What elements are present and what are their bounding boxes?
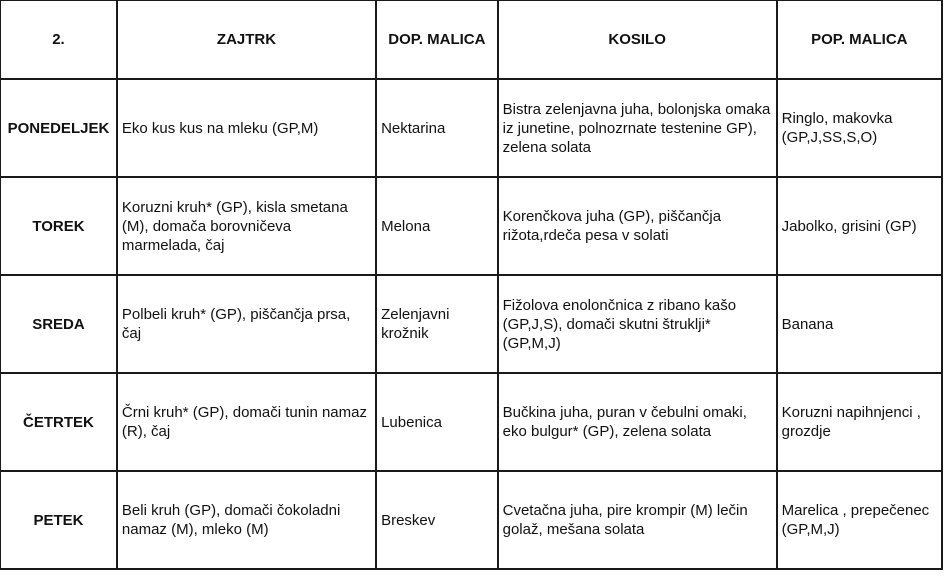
zajtrk-cell: Beli kruh (GP), domači čokoladni namaz (M), mleko (M) bbox=[117, 471, 376, 569]
zajtrk-cell: Polbeli kruh* (GP), piščančja prsa, čaj bbox=[117, 275, 376, 373]
column-header-zajtrk: ZAJTRK bbox=[117, 0, 376, 79]
zajtrk-cell: Eko kus kus na mleku (GP,M) bbox=[117, 79, 376, 177]
dop-malica-cell: Nektarina bbox=[376, 79, 498, 177]
zajtrk-cell: Koruzni kruh* (GP), kisla smetana (M), domača borovničeva marmelada, čaj bbox=[117, 177, 376, 275]
day-label: SREDA bbox=[0, 275, 117, 373]
kosilo-cell: Korenčkova juha (GP), piščančja rižota,rdeča pesa v solati bbox=[498, 177, 777, 275]
pop-malica-cell: Banana bbox=[777, 275, 942, 373]
column-header-dop-malica: DOP. MALICA bbox=[376, 0, 498, 79]
dop-malica-cell: Melona bbox=[376, 177, 498, 275]
column-header-kosilo: KOSILO bbox=[498, 0, 777, 79]
pop-malica-cell: Koruzni napihnjenci , grozdje bbox=[777, 373, 942, 471]
table-row bbox=[0, 79, 942, 177]
pop-malica-cell: Ringlo, makovka (GP,J,SS,S,O) bbox=[777, 79, 942, 177]
day-label: ČETRTEK bbox=[0, 373, 117, 471]
dop-malica-cell: Lubenica bbox=[376, 373, 498, 471]
pop-malica-cell: Jabolko, grisini (GP) bbox=[777, 177, 942, 275]
column-header-pop-malica: POP. MALICA bbox=[777, 0, 942, 79]
table-row bbox=[0, 177, 942, 275]
day-label: PETEK bbox=[0, 471, 117, 569]
dop-malica-cell: Breskev bbox=[376, 471, 498, 569]
kosilo-cell: Cvetačna juha, pire krompir (M) lečin golaž, mešana solata bbox=[498, 471, 777, 569]
table-row bbox=[0, 275, 942, 373]
table-row bbox=[0, 373, 942, 471]
kosilo-cell: Bistra zelenjavna juha, bolonjska omaka iz junetine, polnozrnate testenine GP), zelena solata bbox=[498, 79, 777, 177]
dop-malica-cell: Zelenjavni krožnik bbox=[376, 275, 498, 373]
table-row bbox=[0, 471, 942, 569]
kosilo-cell: Bučkina juha, puran v čebulni omaki, eko bulgur* (GP), zelena solata bbox=[498, 373, 777, 471]
week-number: 2. bbox=[0, 0, 117, 79]
zajtrk-cell: Črni kruh* (GP), domači tunin namaz (R), čaj bbox=[117, 373, 376, 471]
day-label: PONEDELJEK bbox=[0, 79, 117, 177]
day-label: TOREK bbox=[0, 177, 117, 275]
kosilo-cell: Fižolova enolončnica z ribano kašo (GP,J,S), domači skutni štruklji* (GP,M,J) bbox=[498, 275, 777, 373]
pop-malica-cell: Marelica , prepečenec (GP,M,J) bbox=[777, 471, 942, 569]
header-row bbox=[0, 0, 942, 79]
